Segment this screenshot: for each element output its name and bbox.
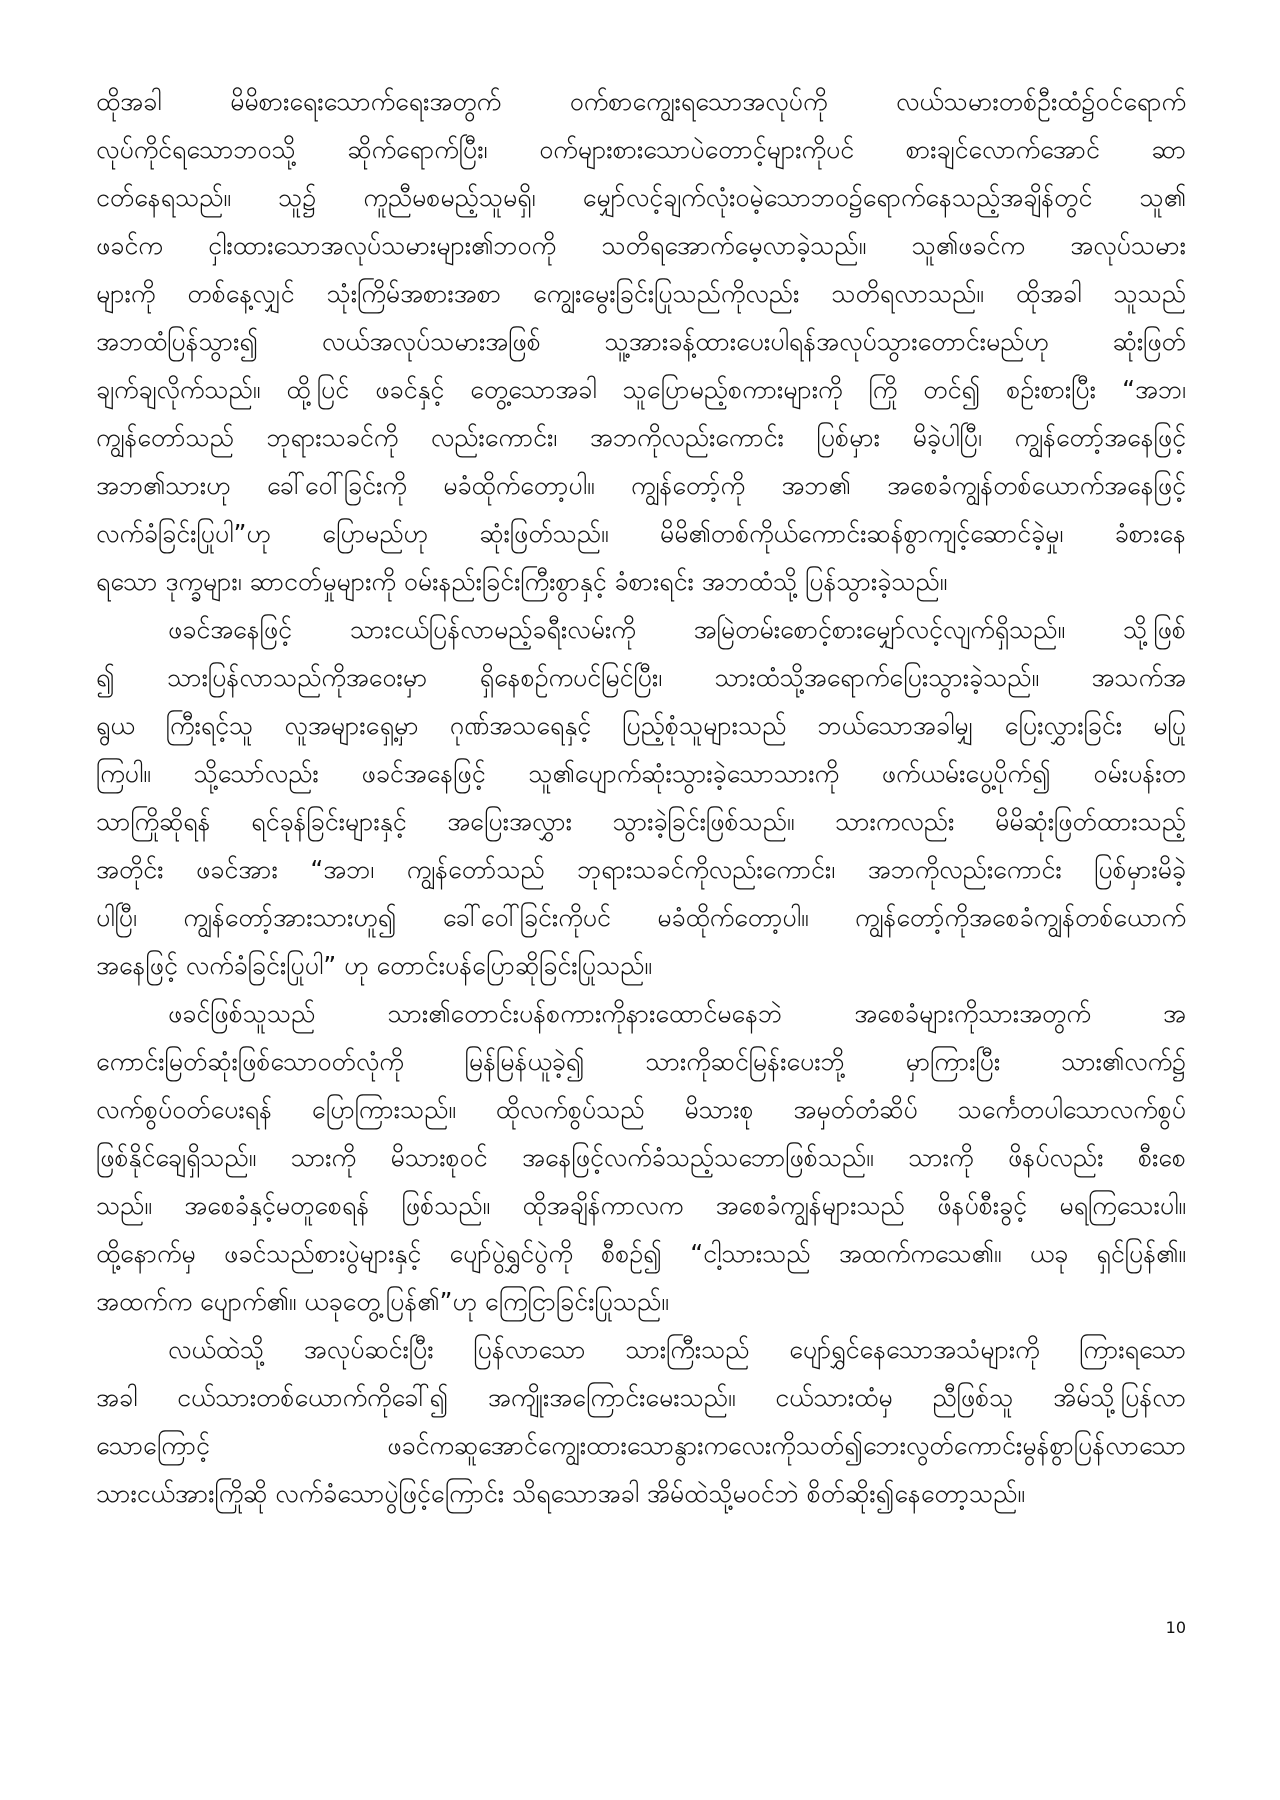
text-line: ကျွန်တော်သည် ဘုရားသခင်ကို လည်းကောင်း၊ အဘကိုလည်းကောင်း ပြစ်မှား မိခဲ့ပါပြီ၊ ကျွန်တော့်အနေဖြင့် [96,423,1186,452]
text-line: သောကြောင့် ဖခင်ကဆူအောင်ကျွေးထားသောနွားကလေးကိုသတ်၍ဘေးလွတ်ကောင်းမွန်စွာပြန်လာသော [96,1431,1186,1460]
text-line: ဖခင်ဖြစ်သူသည် သား၏တောင်းပန်စကားကိုနားထောင်မနေဘဲ အစေခံများကိုသားအတွက် အ [168,999,1186,1028]
text-line: အထက်က ပျောက်၏။ ယခုတွေ့ပြန်၏”ဟု ကြေငြာခြင်းပြုသည်။ [96,1287,669,1316]
text-line: ငတ်နေရသည်။ သူ၌ ကူညီမစမည့်သူမရှိ၊ မျှော်လင့်ချက်လုံးဝမဲ့သောဘဝ၌ရောက်နေသည့်အချိန်တွင် သူ၏ [96,183,1186,212]
text-line: လက်ခံခြင်းပြုပါ”ဟု ပြောမည်ဟု ဆုံးဖြတ်သည်။ မိမိ၏တစ်ကိုယ်ကောင်းဆန်စွာကျင့်ဆောင်ခဲ့မှု၊ ခံစားနေ [96,519,1186,548]
text-line: ၍ သားပြန်လာသည်ကိုအဝေးမှာ ရှိနေစဉ်ကပင်မြင်ပြီး၊ သားထံသို့အရောက်ပြေးသွားခဲ့သည်။ အသက်အ [96,663,1186,692]
text-line: အတိုင်း ဖခင်အား “အဘ၊ ကျွန်တော်သည် ဘုရားသခင်ကိုလည်းကောင်း၊ အဘကိုလည်းကောင်း ပြစ်မှားမိခဲ့ [96,855,1186,884]
text-line: အနေဖြင့် လက်ခံခြင်းပြုပါ” ဟု တောင်းပန်ပြောဆိုခြင်းပြုသည်။ [96,951,652,980]
text-line: လက်စွပ်ဝတ်ပေးရန် ပြောကြားသည်။ ထိုလက်စွပ်သည် မိသားစု အမှတ်တံဆိပ် သင်္ကေတပါသောလက်စွပ် [96,1095,1186,1124]
document-body [96,78,1186,1518]
text-line: ထိုအခါ မိမိစားရေးသောက်ရေးအတွက် ဝက်စာကျွေးရသောအလုပ်ကို လယ်သမားတစ်ဦးထံ၌ဝင်ရောက် [96,87,1186,116]
text-line: ဖခင်က ငှါးထားသောအလုပ်သမားများ၏ဘဝကို သတိရအောက်မေ့လာခဲ့သည်။ သူ၏ဖခင်က အလုပ်သမား [96,231,1186,260]
text-line: အခါ ငယ်သားတစ်ယောက်ကိုခေါ်၍ အကျိုးအကြောင်းမေးသည်။ ငယ်သားထံမှ ညီဖြစ်သူ အိမ်သို့ပြန်လာ [96,1383,1186,1412]
text-line: အဘ၏သားဟု ခေါ်ဝေါ်ခြင်းကို မခံထိုက်တော့ပါ။ ကျွန်တော့်ကို အဘ၏ အစေခံကျွန်တစ်ယောက်အနေဖြင့် [96,471,1186,500]
text-line: ချက်ချလိုက်သည်။ ထို့ပြင် ဖခင်နှင့် တွေ့သောအခါ သူပြောမည့်စကားများကို ကြို တင်၍ စဉ်းစားပြီး “အဘ၊ [96,375,1186,404]
text-line: များကို တစ်နေ့လျှင် သုံးကြိမ်အစားအစာ ကျွေးမွေးခြင်းပြုသည်ကိုလည်း သတိရလာသည်။ ထိုအခါ သူသည် [96,279,1186,308]
text-line: ကြပါ။ သို့သော်လည်း ဖခင်အနေဖြင့် သူ၏ပျောက်ဆုံးသွားခဲ့သောသားကို ဖက်ယမ်းပွေ့ပိုက်၍ ဝမ်းပန်းတ [96,759,1186,788]
page-number: 10 [1165,1618,1186,1637]
text-line: သည်။ အစေခံနှင့်မတူစေရန် ဖြစ်သည်။ ထိုအချိန်ကာလက အစေခံကျွန်များသည် ဖိနပ်စီးခွင့် မရကြသေးပါ။ [96,1191,1186,1220]
text-line: ပါပြီ၊ ကျွန်တော့်အားသားဟူ၍ ခေါ်ဝေါ်ခြင်းကိုပင် မခံထိုက်တော့ပါ။ ကျွန်တော့်ကိုအစေခံကျွန်တစ်ယောက် [96,903,1186,932]
paragraph-4 [96,1326,1186,1518]
paragraph-1 [96,78,1186,606]
text-line: ဖခင်အနေဖြင့် သားငယ်ပြန်လာမည့်ခရီးလမ်းကို အမြဲတမ်းစောင့်စားမျှော်လင့်လျက်ရှိသည်။ သို့ဖြစ် [168,615,1186,644]
text-line: လယ်ထဲသို့ အလုပ်ဆင်းပြီး ပြန်လာသော သားကြီးသည် ပျော်ရွှင်နေသောအသံများကို ကြားရသော [168,1335,1186,1364]
text-line: ရွယ ကြီးရင့်သူ လူအများရှေ့မှာ ဂုဏ်အသရေနှင့် ပြည့်စုံသူများသည် ဘယ်သောအခါမျှ ပြေးလွှားခြင်း မပြု [96,711,1186,740]
text-line: ကောင်းမြတ်ဆုံးဖြစ်သောဝတ်လုံကို မြန်မြန်ယူခဲ့၍ သားကိုဆင်မြန်းပေးဘို့ မှာကြားပြီး သား၏လက်၌ [96,1047,1186,1076]
paragraph-2 [96,606,1186,990]
text-line: သာကြိုဆိုရန် ရင်ခုန်ခြင်းများနှင့် အပြေးအလွှား သွားခဲ့ခြင်းဖြစ်သည်။ သားကလည်း မိမိဆုံးဖြတ်ထားသည့် [96,807,1186,836]
paragraph-3 [96,990,1186,1326]
text-line: လုပ်ကိုင်ရသောဘဝသို့ ဆိုက်ရောက်ပြီး၊ ဝက်များစားသောပဲတောင့်များကိုပင် စားချင်လောက်အောင် ဆာ [96,135,1186,164]
text-line: သားငယ်အားကြိုဆို လက်ခံသောပွဲဖြင့်ကြောင်း သိရသောအခါ အိမ်ထဲသို့မဝင်ဘဲ စိတ်ဆိုး၍နေတော့သည်။ [96,1479,1025,1508]
text-line: ရသော ဒုက္ခများ၊ ဆာငတ်မှုများကို ဝမ်းနည်းခြင်းကြီးစွာနှင့် ခံစားရင်း အဘထံသို့ ပြန်သွားခဲ့သည်။ [96,567,948,596]
text-line: အဘထံပြန်သွား၍ လယ်အလုပ်သမားအဖြစ် သူ့အားခန့်ထားပေးပါရန်အလုပ်သွားတောင်းမည်ဟု ဆုံးဖြတ် [96,327,1186,356]
text-line: ဖြစ်နိုင်ချေရှိသည်။ သားကို မိသားစုဝင် အနေဖြင့်လက်ခံသည့်သဘောဖြစ်သည်။ သားကို ဖိနပ်လည်း စီးစေ [96,1143,1186,1172]
text-line: ထို့နောက်မှ ဖခင်သည်စားပွဲများနှင့် ပျော်ပွဲရွှင်ပွဲကို စီစဉ်၍ “ငါ့သားသည် အထက်ကသေ၏။ ယခု ရှင်ပြန်၏။ [96,1239,1186,1268]
